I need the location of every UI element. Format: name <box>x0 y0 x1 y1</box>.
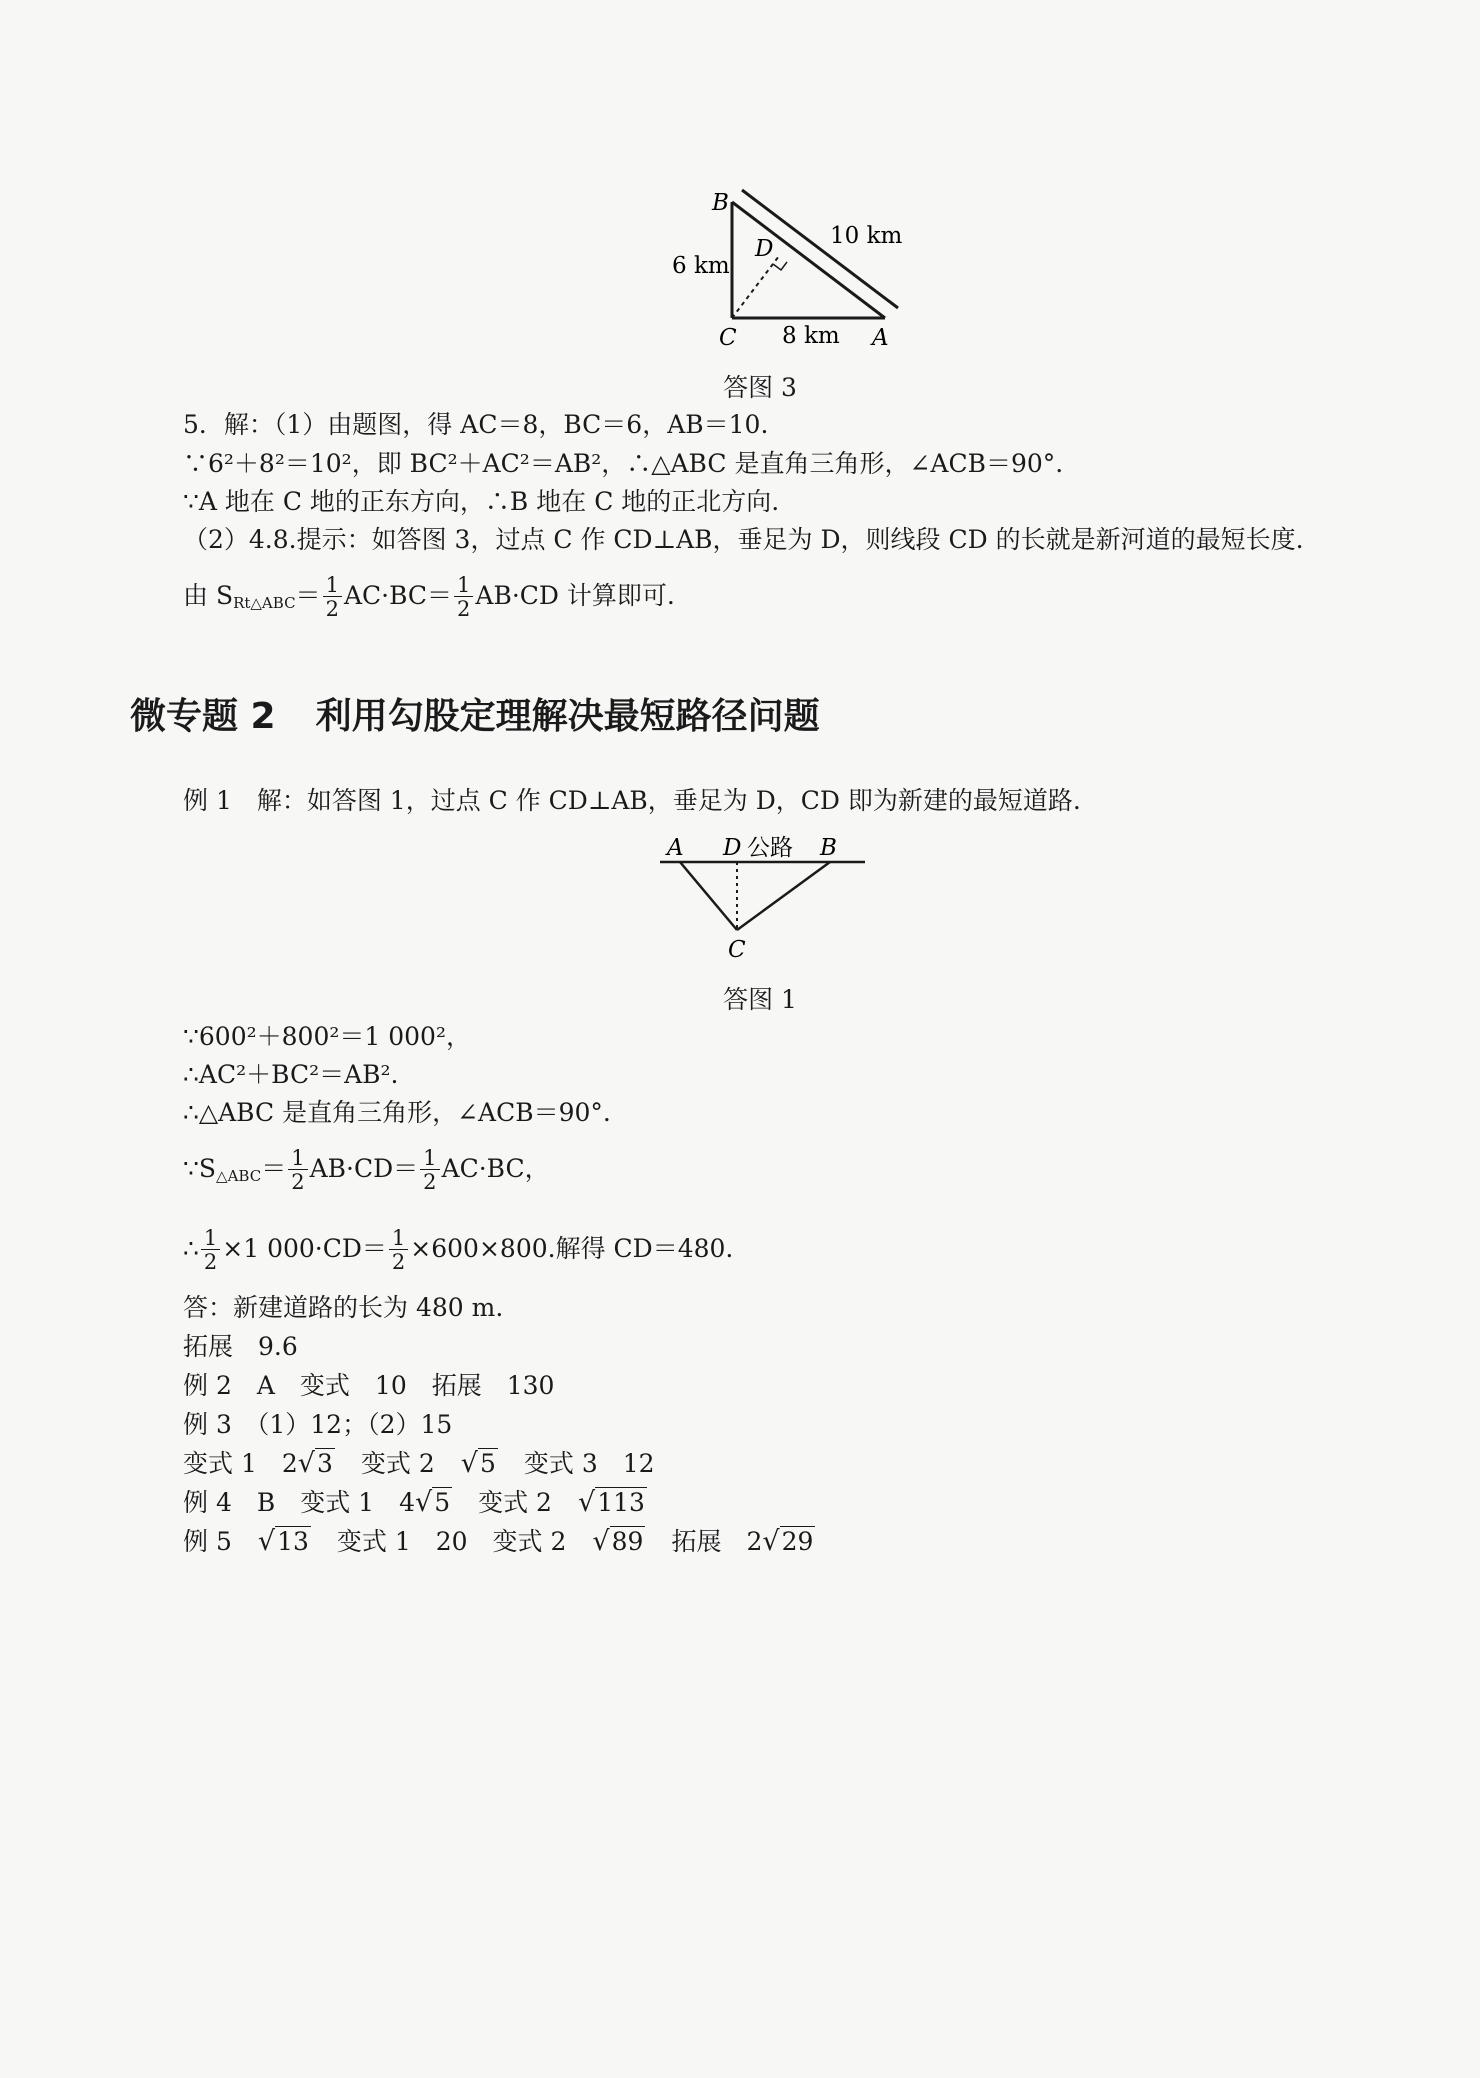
fraction-numerator: 1 <box>323 575 342 597</box>
section-title: 利用勾股定理解决最短路径问题 <box>315 696 820 737</box>
example-1-intro: 例 1 解：如答图 1，过点 C 作 CD⊥AB，垂足为 D，CD 即为新建的最短道路. <box>183 786 1081 815</box>
figure-3-diagram <box>660 180 920 350</box>
q5-subscript: Rt△ABC <box>233 594 296 612</box>
step-text: ×600×800.解得 CD＝480. <box>410 1234 734 1263</box>
fraction-half <box>323 575 342 620</box>
fraction-half <box>201 1228 220 1273</box>
radicand: 13 <box>277 1527 309 1556</box>
radicand: 29 <box>781 1527 814 1556</box>
step-text: AB·CD＝ <box>309 1154 419 1183</box>
label-b: B <box>712 190 729 216</box>
fraction-denominator: 2 <box>203 1250 218 1274</box>
radicand: 113 <box>597 1488 645 1517</box>
fraction-numerator: 1 <box>288 1148 307 1170</box>
sqrt-expression: √89 <box>592 1526 644 1557</box>
step-text: ∵S <box>183 1154 217 1183</box>
answer-row-3: 例 3 （1）12；（2）15 <box>183 1410 453 1439</box>
fraction-denominator: 2 <box>423 1170 437 1194</box>
radicand: 5 <box>479 1449 496 1478</box>
figure-1-caption: 答图 1 <box>723 985 797 1014</box>
sqrt-expression: √29 <box>762 1526 814 1557</box>
sqrt-expression: √13 <box>257 1526 309 1557</box>
answer-text: 变式 3 12 <box>523 1449 655 1478</box>
fraction-denominator: 2 <box>391 1250 406 1274</box>
answer-text: 变式 1 2 <box>183 1449 298 1478</box>
step-text: ＝ <box>261 1154 287 1183</box>
fraction-numerator: 1 <box>201 1228 220 1250</box>
answer-text: 变式 1 20 变式 2 <box>336 1527 567 1556</box>
section-heading <box>130 688 820 739</box>
fraction-half <box>288 1148 307 1193</box>
step-4 <box>183 1148 550 1193</box>
sqrt-expression: √5 <box>460 1448 496 1479</box>
q5-text: 由 S <box>183 581 234 610</box>
step-text: AC·BC， <box>441 1154 550 1183</box>
label-d: D <box>755 236 774 262</box>
label-c: C <box>728 937 746 963</box>
label-ab-length: 10 km <box>830 223 903 249</box>
answer-row-4 <box>183 1447 655 1481</box>
step-1: ∵600²＋800²＝1 000²， <box>183 1022 471 1051</box>
answer-text: 变式 2 <box>478 1488 552 1517</box>
segment-cd <box>732 256 779 318</box>
answer-text: 变式 2 <box>360 1449 435 1478</box>
side-bc <box>737 862 830 930</box>
sqrt-expression: √113 <box>577 1487 645 1518</box>
answer-row-5 <box>183 1486 647 1520</box>
q5-text: AC·BC＝ <box>343 581 453 610</box>
label-a: A <box>872 325 889 350</box>
step-text: ∴ <box>183 1234 199 1263</box>
label-bc-length: 6 km <box>672 253 730 279</box>
figure-3-caption: 答图 3 <box>723 373 797 402</box>
radicand: 3 <box>316 1449 333 1478</box>
q5-line-2: ∵6²＋8²＝10²，即 BC²＋AC²＝AB²，∴△ABC 是直角三角形，∠ACB＝90°. <box>183 449 1064 478</box>
section-number: 微专题 2 <box>130 696 276 737</box>
step-subscript: △ABC <box>216 1167 262 1185</box>
answer-row-2: 例 2 A 变式 10 拓展 130 <box>183 1371 555 1400</box>
q5-line-5 <box>183 575 675 620</box>
fraction-half <box>389 1228 408 1273</box>
fraction-half <box>454 575 473 620</box>
sqrt-expression: √5 <box>414 1487 451 1518</box>
answer-row-1: 拓展 9.6 <box>183 1332 298 1361</box>
fraction-denominator: 2 <box>457 597 471 621</box>
label-a: A <box>667 835 684 861</box>
q5-line-3: ∵A 地在 C 地的正东方向，∴B 地在 C 地的正北方向. <box>183 487 780 516</box>
label-ca-length: 8 km <box>782 323 840 349</box>
label-c: C <box>719 325 737 350</box>
q5-text: AB·CD 计算即可. <box>475 581 675 610</box>
fraction-numerator: 1 <box>389 1228 408 1250</box>
label-b: B <box>820 835 837 861</box>
sqrt-expression: √3 <box>297 1448 333 1479</box>
answer-row-6 <box>183 1525 815 1559</box>
answer-text: 例 4 B 变式 1 4 <box>183 1488 415 1517</box>
fraction-denominator: 2 <box>325 597 339 621</box>
radicand: 89 <box>611 1527 644 1556</box>
step-3: ∴△ABC 是直角三角形，∠ACB＝90°. <box>183 1098 611 1127</box>
radicand: 5 <box>434 1488 451 1517</box>
step-text: ×1 000·CD＝ <box>222 1234 387 1263</box>
label-road: 公路 <box>747 835 793 861</box>
figure-1-diagram <box>650 830 880 965</box>
q5-line-4: （2）4.8.提示：如答图 3，过点 C 作 CD⊥AB，垂足为 D，则线段 CD 的长就是新河道的最短长度. <box>183 525 1304 554</box>
label-d: D <box>723 835 742 861</box>
fraction-half <box>420 1148 439 1193</box>
right-angle-mark <box>773 262 787 270</box>
side-ac <box>680 862 737 930</box>
fraction-denominator: 2 <box>291 1170 305 1194</box>
answer-text: 例 5 <box>183 1527 232 1556</box>
q5-line-1: 5．解：（1）由题图，得 AC＝8，BC＝6，AB＝10. <box>183 410 769 439</box>
step-2: ∴AC²＋BC²＝AB². <box>183 1060 399 1089</box>
step-5 <box>183 1228 733 1273</box>
final-answer: 答：新建道路的长为 480 m. <box>183 1293 504 1322</box>
fraction-numerator: 1 <box>420 1148 439 1170</box>
q5-equals: ＝ <box>295 581 321 610</box>
fraction-numerator: 1 <box>454 575 473 597</box>
answer-text: 拓展 2 <box>671 1527 763 1556</box>
